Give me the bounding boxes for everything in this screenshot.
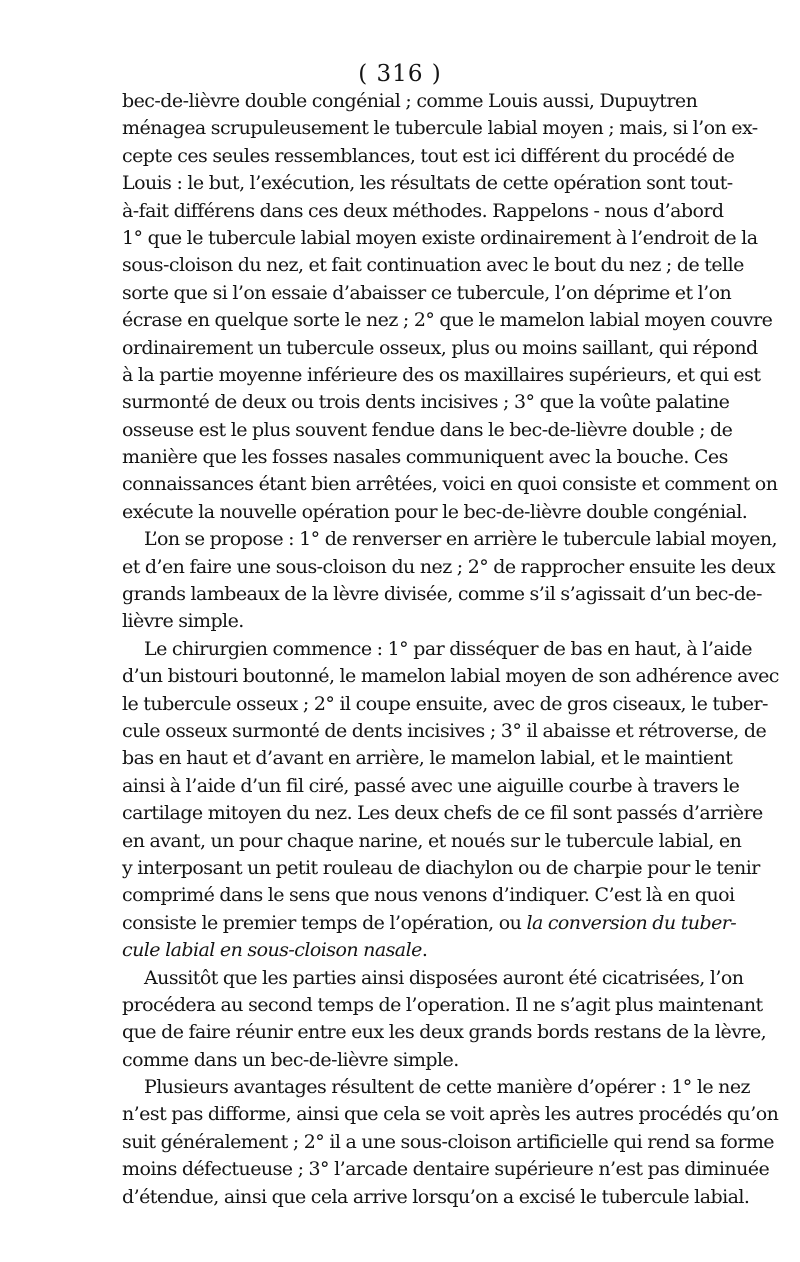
- text-line: et d’en faire une sous-cloison du nez ; 2° de rapprocher ensuite les deux: [122, 555, 776, 578]
- text-line: moins défectueuse ; 3° l’arcade dentaire supérieure n’est pas diminuée: [122, 1158, 770, 1181]
- text-line: cepte ces seules ressemblances, tout est ici différent du procédé de: [122, 144, 735, 167]
- text-line: suit généralement ; 2° il a une sous-cloison artificielle qui rend sa forme: [122, 1130, 775, 1153]
- text-line: bec-de-lièvre double congénial ; comme Louis aussi, Dupuytren: [122, 90, 698, 112]
- text-line: ménagea scrupuleusement le tubercule labial moyen ; mais, si l’on ex-: [122, 117, 758, 140]
- text-line: L’on se propose : 1° de renverser en arrière le tubercule labial moyen,: [144, 528, 778, 551]
- text-line: ordinairement un tubercule osseux, plus ou moins saillant, qui répond: [122, 336, 758, 359]
- italic-run: cule labial en sous-cloison nasale: [122, 939, 422, 962]
- paragraph-1: [122, 88, 778, 526]
- text-line: Aussitôt que les parties ainsi disposées auront été cicatrisées, l’on: [144, 966, 744, 989]
- text-line: ainsi à l’aide d’un fil ciré, passé avec une aiguille courbe à travers le: [122, 774, 740, 797]
- text-line: comprimé dans le sens que nous venons d’indiquer. C’est là en quoi: [122, 884, 735, 907]
- text-line: surmonté de deux ou trois dents incisives ; 3° que la voûte palatine: [122, 391, 730, 414]
- text-run: .: [421, 939, 428, 962]
- text-line: bas en haut et d’avant en arrière, le mamelon labial, et le maintient: [122, 747, 733, 770]
- text-line: procédera au second temps de l’operation. Il ne s’agit plus maintenant: [122, 993, 763, 1016]
- text-line: exécute la nouvelle opération pour le bec-de-lièvre double congénial.: [122, 500, 748, 523]
- paragraph-4: [122, 965, 767, 1075]
- text-line: Plusieurs avantages résultent de cette manière d’opérer : 1° le nez: [144, 1076, 750, 1099]
- text-line: n’est pas difforme, ainsi que cela se voit après les autres procédés qu’on: [122, 1103, 779, 1126]
- text-line: [122, 910, 737, 937]
- text-line: à-fait différens dans ces deux méthodes. Rappelons - nous d’abord: [122, 199, 724, 222]
- text-line: manière que les fosses nasales communiquent avec la bouche. Ces: [122, 446, 728, 469]
- text-line: y interposant un petit rouleau de diachylon ou de charpie pour le tenir: [122, 856, 760, 879]
- body-text: [122, 88, 779, 1211]
- text-line: grands lambeaux de la lèvre divisée, comme s’il s’agissait d’un bec-de-: [122, 583, 762, 606]
- paragraph-2: [122, 526, 778, 636]
- text-line: [122, 937, 678, 964]
- text-line: écrase en quelque sorte le nez ; 2° que le mamelon labial moyen couvre: [122, 309, 773, 332]
- text-line: Louis : le but, l’exécution, les résultats de cette opération sont tout-: [122, 172, 733, 195]
- text-line: cartilage mitoyen du nez. Les deux chefs de ce fil sont passés d’arrière: [122, 802, 763, 825]
- text-line: en avant, un pour chaque narine, et noués sur le tubercule labial, en: [122, 829, 742, 852]
- paragraph-5: [122, 1074, 779, 1211]
- text-line: lièvre simple.: [122, 610, 244, 633]
- text-line: sous-cloison du nez, et fait continuation avec le bout du nez ; de telle: [122, 254, 744, 277]
- text-line: osseuse est le plus souvent fendue dans le bec-de-lièvre double ; de: [122, 418, 733, 441]
- text-line: cule osseux surmonté de dents incisives ; 3° il abaisse et rétroverse, de: [122, 719, 767, 742]
- page-number: ( 316 ): [358, 61, 442, 87]
- text-line: que de faire réunir entre eux les deux grands bords restans de la lèvre,: [122, 1021, 767, 1044]
- text-line: comme dans un bec-de-lièvre simple.: [122, 1048, 459, 1071]
- text-line: d’un bistouri boutonné, le mamelon labial moyen de son adhérence avec: [122, 665, 779, 688]
- italic-run: la conversion du tuber-: [526, 911, 737, 934]
- text-line: d’étendue, ainsi que cela arrive lorsqu’on a excisé le tubercule labial.: [122, 1185, 750, 1208]
- text-line: le tubercule osseux ; 2° il coupe ensuite, avec de gros ciseaux, le tuber-: [122, 692, 768, 715]
- paragraph-3: [122, 636, 779, 965]
- text-line: sorte que si l’on essaie d’abaisser ce tubercule, l’on déprime et l’on: [122, 281, 732, 304]
- text-line: Le chirurgien commence : 1° par disséquer de bas en haut, à l’aide: [144, 637, 752, 660]
- text-line: connaissances étant bien arrêtées, voici en quoi consiste et comment on: [122, 473, 778, 496]
- text-run: consiste le premier temps de l’opération, ou: [122, 911, 527, 934]
- text-line: à la partie moyenne inférieure des os maxillaires supérieurs, et qui est: [122, 363, 761, 386]
- text-line: 1° que le tubercule labial moyen existe ordinairement à l’endroit de la: [122, 226, 758, 249]
